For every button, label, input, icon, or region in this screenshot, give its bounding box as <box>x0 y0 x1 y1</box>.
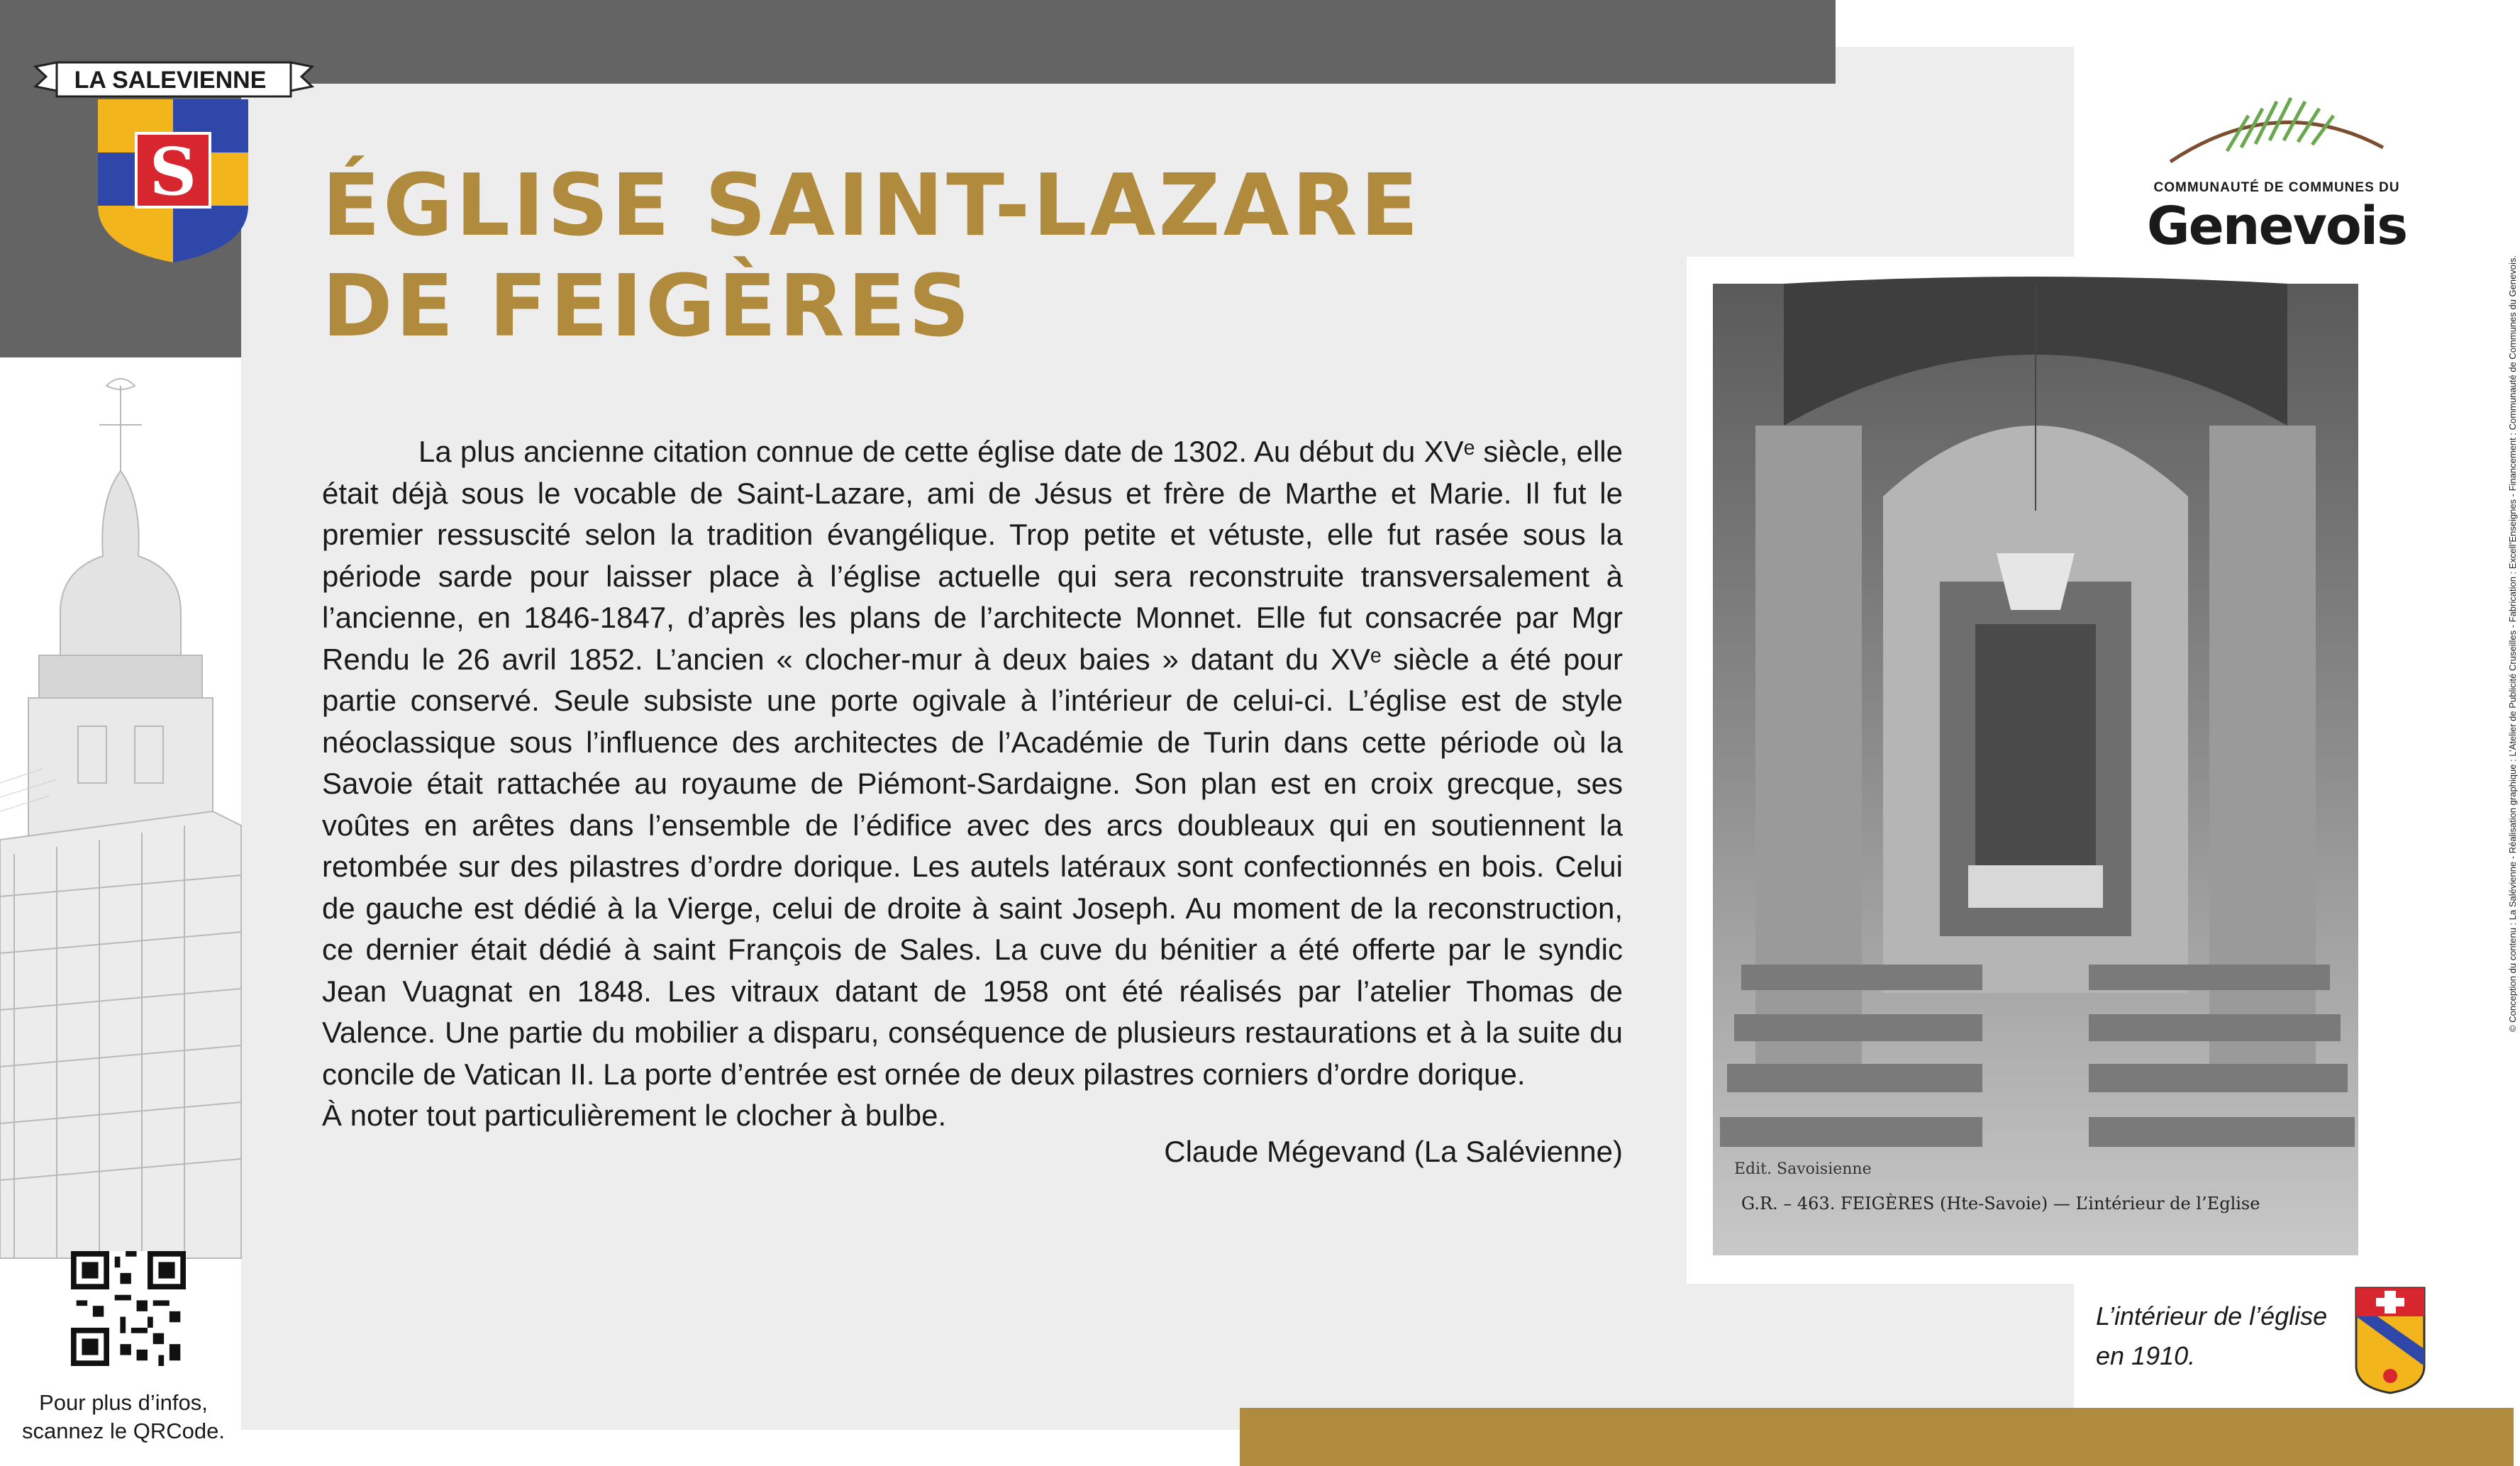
page-title <box>322 156 1528 357</box>
body-paragraph: La plus ancienne citation connue de cette église date de 1302. Au début du XVᵉ siècle, elle était déjà sous le vocable de Saint-Lazare, ami de Jésus et frère de Marthe et Marie. Il fut le premier ressuscité selon la tradition évangélique. Trop petite et vétuste, elle fut rasée sous la période sarde pour laisser place à l’église actuelle qui sera reconstruite transversalement à l’ancienne, en 1846-1847, d’après les plans de l’architecte Monnet. Elle fut consacrée par Mgr Rendu le 26 avril 1852. L’ancien « clocher-mur à deux baies » datant du XVᵉ siècle a été pour partie conservé. Seule subsiste une porte ogivale à l’intérieur de celui-ci. L’église est de style néoclassique sous l’influence des architectes de l’Académie de Turin dans cette période où la Savoie était rattachée au royaume de Piémont-Sardaigne. Son plan est en croix grecque, ses voûtes en arêtes dans l’ensemble de l’édifice avec des arcs doubleaux qui en soutiennent la retombée sur des pilastres d’ordre dorique. Les autels latéraux sont confectionnés en bois. Celui de gauche est dédié à la Vierge, celui de droite à saint Joseph. Au moment de la reconstruction, ce dernier était dédié à saint François de Sales. La cuve du bénitier a été offerte par le syndic Jean Vuagnat en 1848. Les vitraux datant de 1958 ont été réalisés par l’atelier Thomas de Valence. Une partie du mobilier a disparu, conséquence de plusieurs restaurations et à la suite du concile de Vatican II. La porte d’entrée est ornée de deux pilastres corniers d’ordre dorique. <box>322 435 1623 1091</box>
salevienne-logo <box>35 60 312 272</box>
qr-text-line-2: scannez le QRCode. <box>21 1418 226 1443</box>
caption-line-2: en 1910. <box>2096 1341 2196 1370</box>
body-last-line: À noter tout particulièrement le clocher à bulbe. <box>322 1099 947 1132</box>
body-text <box>322 431 1623 1137</box>
church-interior-photo <box>1713 284 2358 1255</box>
salevienne-name: LA SALEVIENNE <box>74 67 267 94</box>
ccg-name: Genevois <box>2146 196 2407 257</box>
qr-code-icon[interactable] <box>71 1251 186 1366</box>
svg-text:S: S <box>149 133 197 210</box>
mountains-icon <box>2142 84 2411 176</box>
photo-edition-text: Edit. Savoisienne <box>1734 1160 1872 1178</box>
photo-postcard-caption: G.R. – 463. FEIGÈRES (Hte-Savoie) — L’intérieur de l’Eglise <box>1741 1194 2260 1214</box>
logo-panel <box>1836 47 2074 257</box>
photo-caption <box>2096 1296 2351 1376</box>
feigeres-coat-of-arms-icon <box>2353 1285 2427 1393</box>
caption-line-1: L’intérieur de l’église <box>2096 1301 2328 1331</box>
title-line-2: DE FEIGÈRES <box>322 257 973 356</box>
ccg-logo <box>2142 84 2411 257</box>
credits-text: © Conception du contenu : La Salévienne - Réalisation graphique : L’Atelier de Publicité Cruseilles - Fabrication : Excell’Enseignes - Financement : Communauté de Communes du Genevois. <box>2507 255 2518 1032</box>
author: Claude Mégevand (La Salévienne) <box>1164 1135 1623 1168</box>
title-line-1: ÉGLISE SAINT-LAZARE <box>322 157 1421 255</box>
gold-band <box>1240 1408 2514 1466</box>
qr-text <box>4 1389 243 1445</box>
ccg-subtitle: COMMUNAUTÉ DE COMMUNES DU <box>2153 180 2400 195</box>
qr-text-line-1: Pour plus d’infos, <box>39 1390 208 1415</box>
bell-tower-sketch <box>0 357 241 1258</box>
